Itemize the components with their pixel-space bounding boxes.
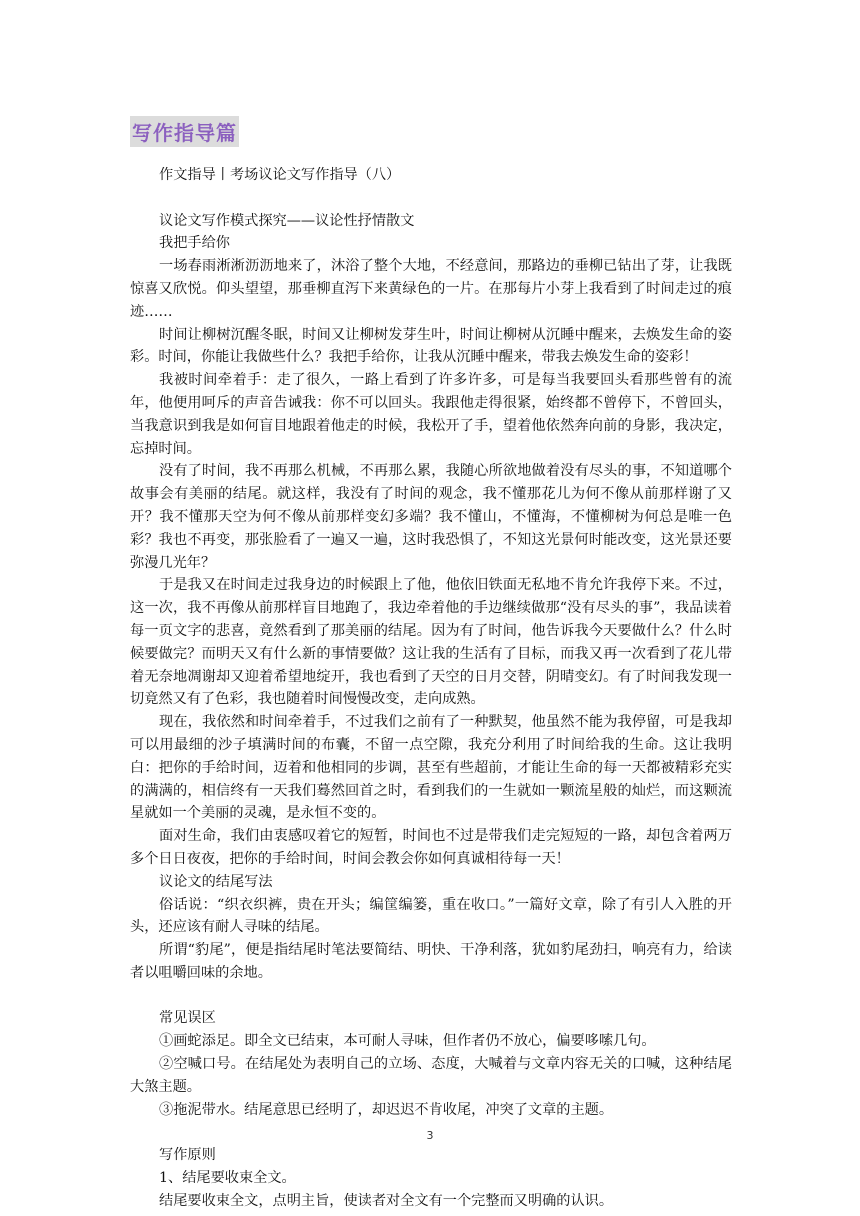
spacer	[130, 187, 732, 210]
mistake-item: ①画蛇添足。即全文已结束，本可耐人寻味，但作者仍不放心，偏要哆嗦几句。	[159, 1033, 656, 1050]
body-text	[130, 164, 732, 1213]
principles-heading: 写作原则	[159, 1147, 216, 1164]
section-title: 写作指导篇	[130, 116, 239, 147]
essay-paragraph: 时间让柳树沉醒冬眠，时间又让柳树发芽生叶，时间让柳树从沉睡中醒来，去焕发生命的姿彩。时间，你能让我做些什么？我把手给你，让我从沉睡中醒来，带我去焕发生命的姿彩！	[130, 326, 732, 366]
article-title: 作文指导丨考场议论文写作指导（八）	[159, 167, 401, 183]
ending-paragraph: 所谓“豹尾”，便是指结尾时笔法要简结、明快、干净利落，犹如豹尾劲扫，响亮有力，给读者以咀嚼回味的余地。	[130, 942, 732, 981]
essay-paragraph: 现在，我依然和时间牵着手，不过我们之前有了一种默契，他虽然不能为我停留，可是我却可以用最细的沙子填满时间的布囊，不留一点空隙，我充分利用了时间给我的生命。这让我明白：把你的手给时间，迈着和他相同的步调，甚至有些超前，才能让生命的每一天都被精彩充实的满满的，相信终有一天我们蓦然回首之时，看到我们的一生就如一颗流星般的灿烂，而这颗流星就如一个美丽的灵魂，是永恒不变的。	[130, 714, 732, 822]
essay-paragraph: 于是我又在时间走过我身边的时候跟上了他，他依旧铁面无私地不肯允许我停下来。不过，这一次，我不再像从前那样盲目地跑了，我边牵着他的手边继续做那“没有尽头的事”，我品读着每一页文字的悲喜，竟然看到了那美丽的结尾。因为有了时间，他告诉我今天要做什么？什么时候要做完？而明天又有什么新的事情要做？这让我的生活有了目标，而我又再一次看到了花儿带着无奈地凋谢却又迎着希望地绽开，我也看到了天空的日月交替，阴晴变幻。有了时间我发现一切竟然又有了色彩，我也随着时间慢慢改变，走向成熟。	[130, 577, 732, 708]
principle-title: 1、结尾要收束全文。	[159, 1170, 296, 1187]
mistakes-heading: 常见误区	[159, 1010, 216, 1027]
essay-paragraph: 没有了时间，我不再那么机械，不再那么累，我随心所欲地做着没有尽头的事，不知道哪个故事会有美丽的结尾。就这样，我没有了时间的观念，我不懂那花儿为何不像从前那样谢了又开？我不懂那天空为何不像从前那样变幻多端？我不懂山，不懂海，不懂柳树为何总是唯一色彩？我也不再变，那张脸看了一遍又一遍，这时我恐惧了，不知这光景何时能改变，这光景还要弥漫几光年？	[130, 463, 732, 571]
essay-paragraph: 面对生命，我们由衷感叹着它的短暂，时间也不过是带我们走完短短的一路，却包含着两万多个日日夜夜，把你的手给时间，时间会教会你如何真诚相待每一天！	[130, 828, 732, 867]
subtitle: 议论文写作模式探究——议论性抒情散文	[159, 212, 415, 229]
essay-title: 我把手给你	[159, 235, 230, 252]
spacer	[130, 985, 732, 1008]
page-number: 3	[426, 1129, 434, 1142]
ending-paragraph: 俗话说：“织衣织裤，贵在开头；编筐编篓，重在收口。”一篇好文章，除了有引人入胜的开头，还应该有耐人寻味的结尾。	[130, 896, 732, 936]
principle-text: 结尾要收束全文，点明主旨，使读者对全文有一个完整而又明确的认识。	[159, 1192, 614, 1209]
essay-paragraph: 我被时间牵着手：走了很久，一路上看到了许多许多，可是每当我要回头看那些曾有的流年，他便用呵斥的声音告诫我：你不可以回头。我跟他走得很紧，始终都不曾停下，不曾回头，当我意识到我是如何盲目地跟着他走的时候，我松开了手，望着他依然奔向前的身影，我决定，忘掉时间。	[130, 372, 732, 457]
mistake-item: ②空喊口号。在结尾处为表明自己的立场、态度，大喊着与文章内容无关的口喊，这种结尾大煞主题。	[130, 1056, 732, 1095]
mistake-item: ③拖泥带水。结尾意思已经明了，却迟迟不肯收尾，冲突了文章的主题。	[159, 1101, 614, 1118]
ending-heading: 议论文的结尾写法	[159, 873, 273, 890]
essay-paragraph: 一场春雨淅淅沥沥地来了，沐浴了整个大地，不经意间，那路边的垂柳已钻出了芽，让我既惊喜又欣悦。仰头望望，那垂柳直泻下来黄绿色的一片。在那每片小芽上我看到了时间走过的痕迹……	[130, 258, 732, 320]
